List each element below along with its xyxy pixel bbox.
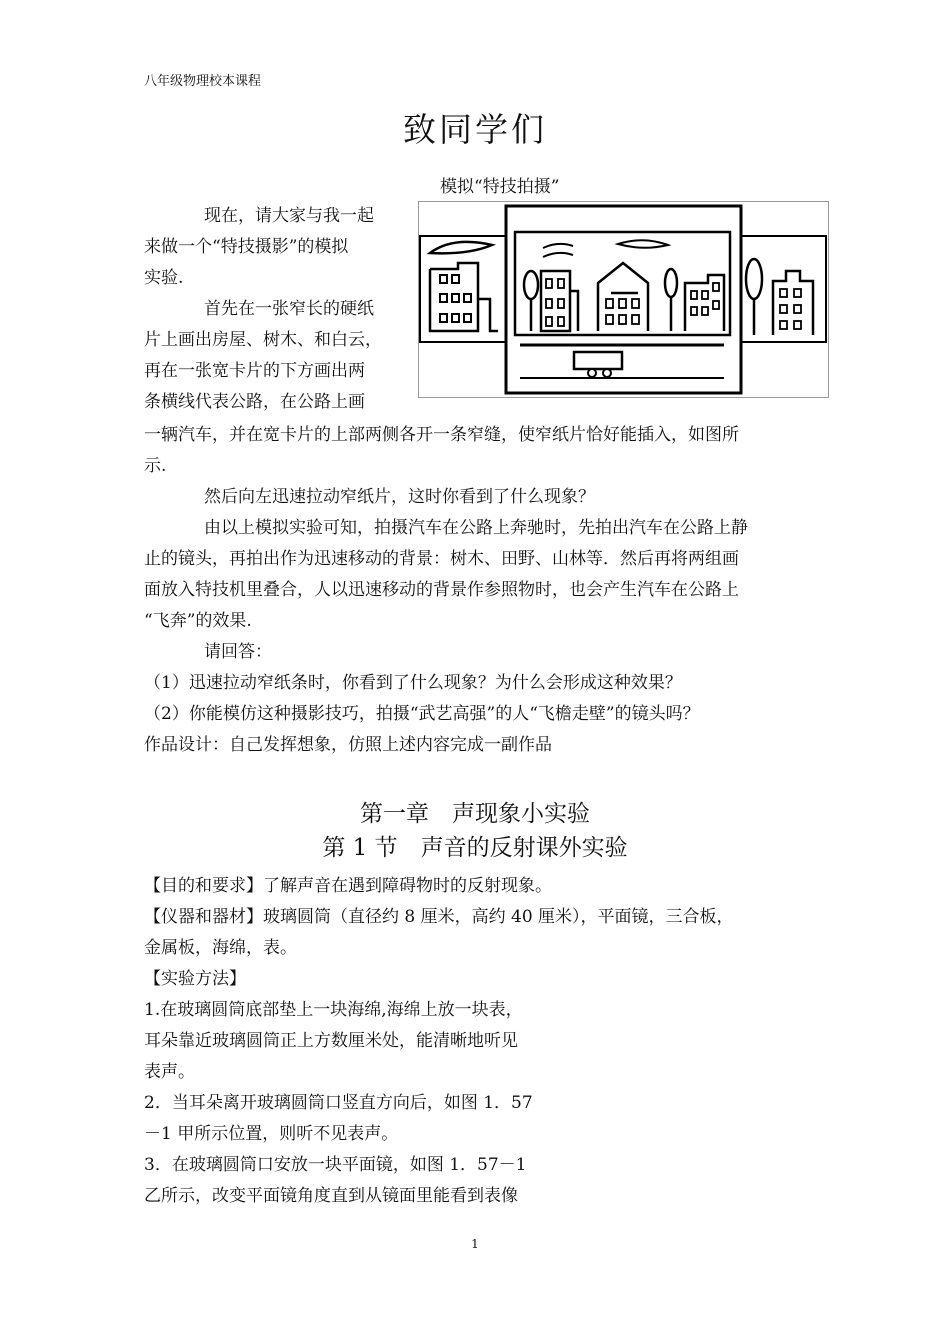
chapter-heading: 第一章 声现象小实验 <box>360 801 590 827</box>
question-2: （2）你能模仿这种摄影技巧，拍摄“武艺高强”的人“飞檐走壁”的镜头吗？ <box>144 704 700 724</box>
text-line: 请回答： <box>204 642 272 662</box>
text-line: 条横线代表公路，在公路上画 <box>144 392 365 412</box>
section-heading: 第 1 节 声音的反射课外实验 <box>322 835 628 861</box>
text-line: 【目的和要求】了解声音在遇到障碍物时的反射现象。 <box>144 876 552 896</box>
trick-photography-illustration <box>418 201 829 398</box>
text-line: 金属板，海绵，表。 <box>144 938 297 958</box>
text-line: 1.在玻璃圆筒底部垫上一块海绵,海绵上放一块表， <box>144 1000 523 1020</box>
text-line: 表声。 <box>144 1062 195 1082</box>
intro-wrapped-paragraphs <box>144 201 399 418</box>
text-line: 来做一个“特技摄影”的模拟 <box>144 237 349 257</box>
text-line: 片上画出房屋、树木、和白云， <box>144 330 382 350</box>
text-line: 面放入特技机里叠合，人以迅速移动的背景作参照物时，也会产生汽车在公路上 <box>144 580 739 600</box>
text-line: 现在，请大家与我一起 <box>204 206 374 226</box>
text-line: －1 甲所示位置，则听不见表声。 <box>144 1124 399 1144</box>
text-line: 一辆汽车，并在宽卡片的上部两侧各开一条窄缝，使窄纸片恰好能插入，如图所 <box>144 425 739 445</box>
text-line: 止的镜头，再拍出作为迅速移动的背景：树木、田野、山林等．然后再将两组画 <box>144 549 739 569</box>
text-line: 实验. <box>144 268 184 288</box>
intro-full-paragraphs <box>144 420 824 761</box>
page-number: 1 <box>471 1237 479 1251</box>
page-title: 致同学们 <box>403 110 547 149</box>
text-line: 乙所示，改变平面镜角度直到从镜面里能看到表像 <box>144 1186 518 1206</box>
text-line: 再在一张宽卡片的下方画出两 <box>144 361 365 381</box>
figure-caption: 模拟“特技拍摄” <box>440 177 560 197</box>
text-line: 2．当耳朵离开玻璃圆筒口竖直方向后，如图 1．57 <box>144 1093 533 1113</box>
design-task: 作品设计：自己发挥想象，仿照上述内容完成一副作品 <box>144 735 552 755</box>
text-line: 3．在玻璃圆筒口安放一块平面镜，如图 1．57－1 <box>144 1155 527 1175</box>
text-line: “飞奔”的效果. <box>144 611 252 631</box>
text-line: 耳朵靠近玻璃圆筒正上方数厘米处，能清晰地听见 <box>144 1031 518 1051</box>
text-line: 由以上模拟实验可知，拍摄汽车在公路上奔驰时，先拍出汽车在公路上静 <box>204 518 748 538</box>
text-line: 首先在一张窄长的硬纸 <box>204 299 374 319</box>
experiment-body <box>144 871 824 1212</box>
question-1: （1）迅速拉动窄纸条时，你看到了什么现象？为什么会形成这种效果？ <box>144 673 682 693</box>
running-header: 八年级物理校本课程 <box>144 74 262 89</box>
text-line: 【实验方法】 <box>144 969 246 989</box>
text-line: 【仪器和器材】玻璃圆筒（直径约 8 厘米，高约 40 厘米），平面镜，三合板， <box>144 907 734 927</box>
text-line: 示. <box>144 456 167 476</box>
text-line: 然后向左迅速拉动窄纸片，这时你看到了什么现象？ <box>204 487 595 507</box>
